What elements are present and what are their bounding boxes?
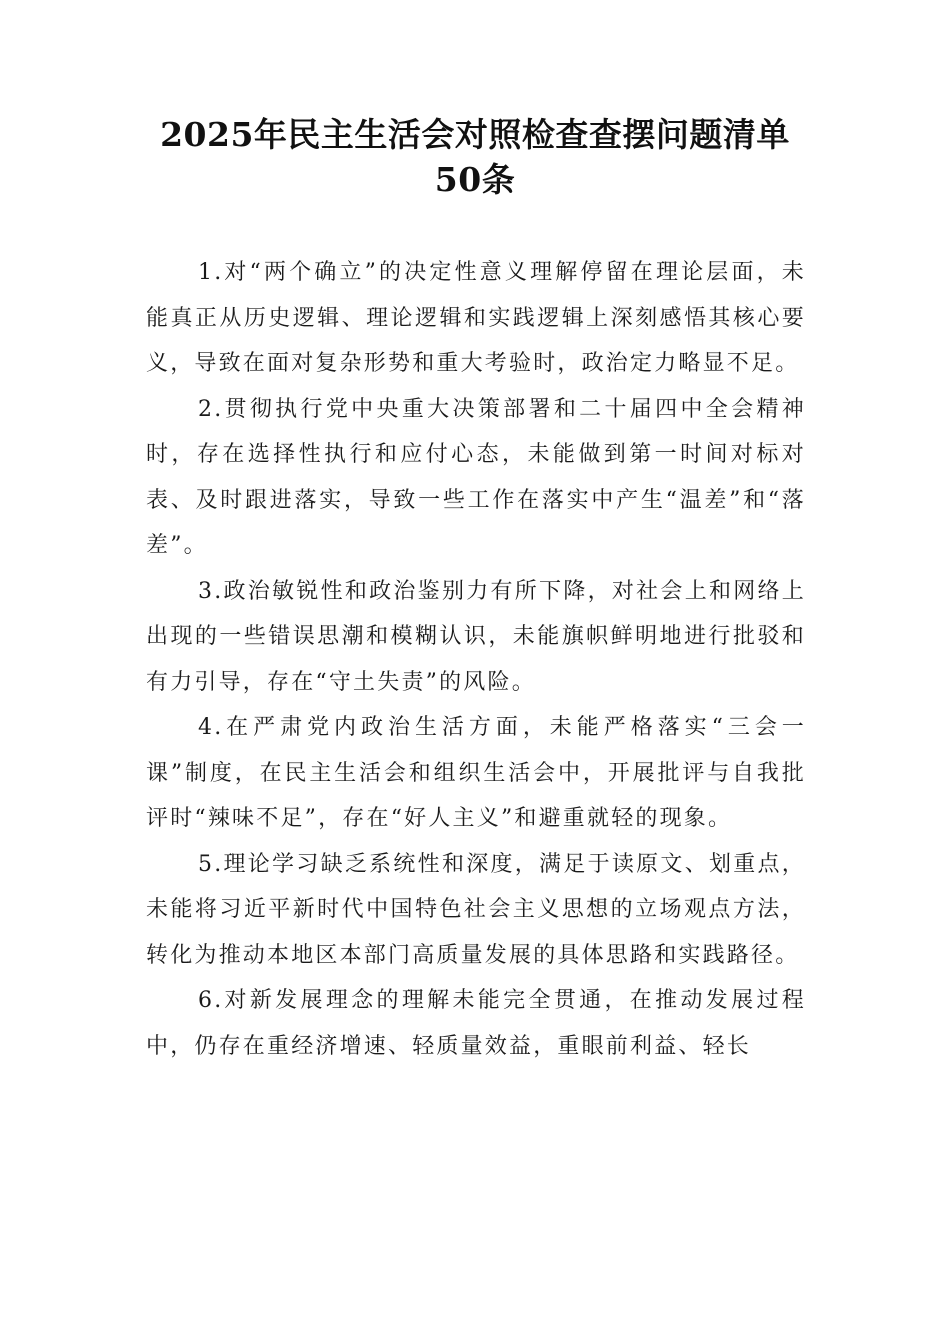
paragraph-1: 1.对“两个确立”的决定性意义理解停留在理论层面，未能真正从历史逻辑、理论逻辑和实践逻辑上深刻感悟其核心要义，导致在面对复杂形势和重大考验时，政治定力略显不足。 bbox=[146, 260, 806, 376]
title-line-1: 2025年民主生活会对照检查查摆问题清单 bbox=[160, 115, 790, 154]
paragraph-6: 6.对新发展理念的理解未能完全贯通，在推动发展过程中，仍存在重经济增速、轻质量效益，重眼前利益、轻长 bbox=[146, 988, 806, 1059]
paragraph-2: 2.贯彻执行党中央重大决策部署和二十届四中全会精神时，存在选择性执行和应付心态，未能做到第一时间对标对表、及时跟进落实，导致一些工作在落实中产生“温差”和“落差”。 bbox=[146, 396, 806, 558]
paragraph-5: 5.理论学习缺乏系统性和深度，满足于读原文、划重点，未能将习近平新时代中国特色社会主义思想的立场观点方法，转化为推动本地区本部门高质量发展的具体思路和实践路径。 bbox=[146, 851, 806, 968]
document-title bbox=[120, 112, 830, 202]
paragraph-4: 4.在严肃党内政治生活方面，未能严格落实“三会一课”制度，在民主生活会和组织生活会中，开展批评与自我批评时“辣味不足”，存在“好人主义”和避重就轻的现象。 bbox=[146, 715, 806, 831]
paragraph-3: 3.政治敏锐性和政治鉴别力有所下降，对社会上和网络上出现的一些错误思潮和模糊认识，未能旗帜鲜明地进行批驳和有力引导，存在“守土失责”的风险。 bbox=[146, 578, 806, 695]
document-body bbox=[146, 250, 806, 1069]
title-line-2: 50条 bbox=[434, 160, 516, 199]
